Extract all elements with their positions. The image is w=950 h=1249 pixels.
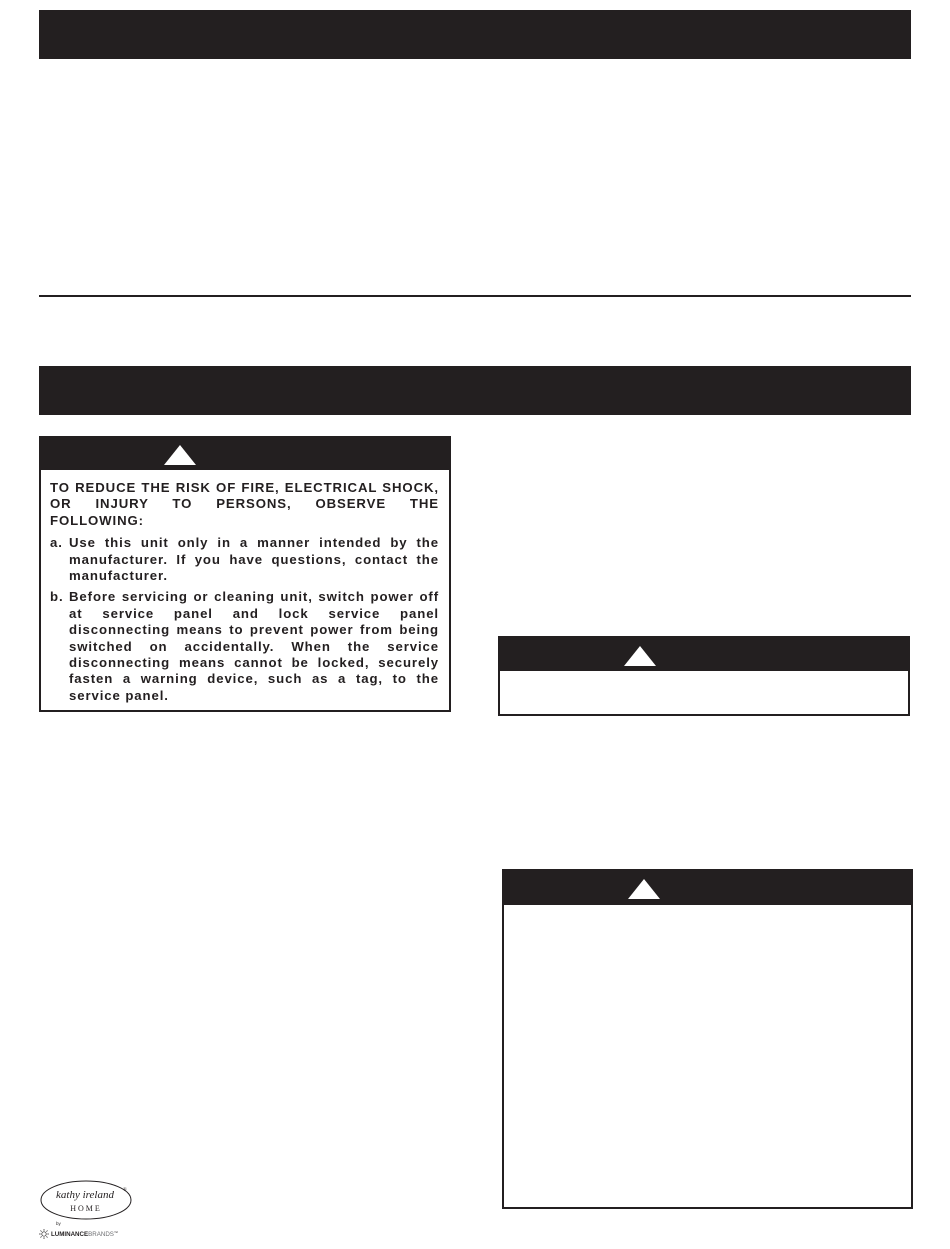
warning-list-item (50, 589, 439, 704)
warning-intro: TO REDUCE THE RISK OF FIRE, ELECTRICAL SHOCK, OR INJURY TO PERSONS, OBSERVE THE FOLLOWING: (50, 480, 439, 528)
warning-box-small-header (500, 638, 908, 671)
brand-logo (38, 1178, 148, 1244)
logo-home-text: HOME (70, 1204, 102, 1213)
warning-box-body (41, 470, 449, 704)
warning-list-marker: b. (50, 589, 64, 605)
section-header-bar-top (39, 10, 911, 59)
warning-box-header (41, 438, 449, 470)
warning-box-large-header (504, 871, 911, 905)
logo-company-text (51, 1230, 118, 1238)
sun-icon (39, 1229, 49, 1239)
warning-triangle-icon (164, 445, 196, 465)
logo-trademark: ™ (113, 1230, 118, 1235)
warning-list-text: Use this unit only in a manner intended by the manufacturer. If you have questions, contact the manufacturer. (69, 535, 439, 584)
warning-box-large (502, 869, 913, 1209)
warning-list (50, 535, 439, 704)
warning-list-item (50, 535, 439, 584)
warning-box-main (39, 436, 451, 712)
section-divider (39, 295, 911, 297)
logo-by-text: by (56, 1221, 61, 1226)
warning-list-marker: a. (50, 535, 63, 551)
logo-company-light: BRANDS (88, 1231, 114, 1238)
section-header-bar-safety (39, 366, 911, 415)
warning-box-small (498, 636, 910, 716)
logo-registered-mark: ® (123, 1188, 127, 1193)
logo-company-bold: LUMINANCE (51, 1231, 89, 1238)
warning-triangle-icon (624, 646, 656, 666)
warning-list-text: Before servicing or cleaning unit, switch power off at service panel and lock service panel disconnecting means to prevent power from being switched on accidentally. When the service disconnecting means cannot be locked, securely fasten a warning device, such as a tag, to the service panel. (69, 589, 439, 703)
warning-triangle-icon (628, 879, 660, 899)
logo-brand-text: kathy ireland (56, 1189, 114, 1201)
brand-logo-graphic (38, 1178, 148, 1244)
